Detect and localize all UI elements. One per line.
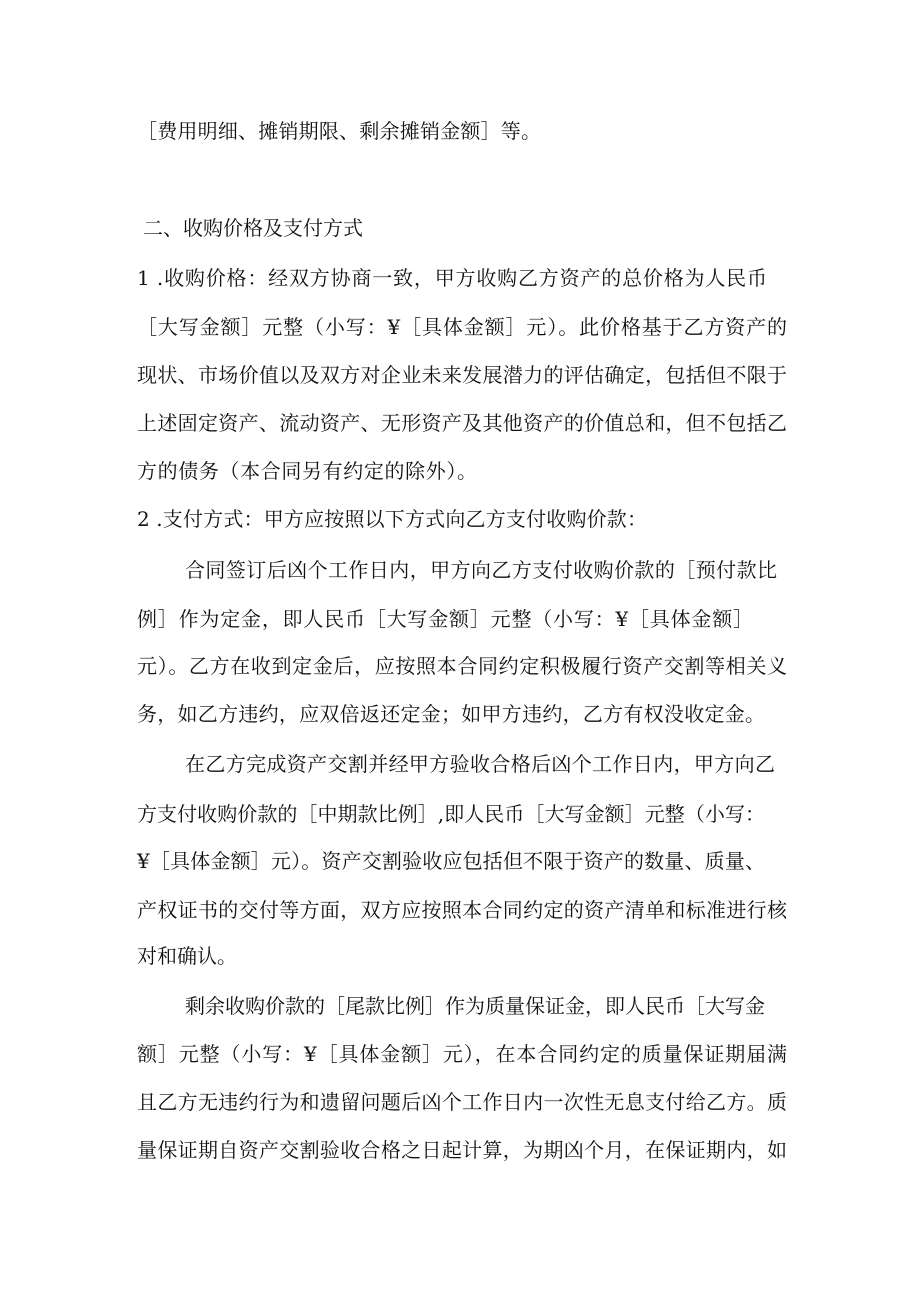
clause-1-line-3: 现状、市场价值以及双方对企业未来发展潜力的评估确定，包括但不限于 — [137, 363, 787, 387]
clause-1-line-4: 上述固定资产、流动资产、无形资产及其他资产的价值总和，但不包括乙 — [137, 411, 787, 435]
paragraph-1-line-2: 例］作为定金，即人民币［大写金额］元整（小写：¥［具体金额］ — [137, 607, 753, 631]
paragraph-1-line-3: 元）。乙方在收到定金后，应按照本合同约定积极履行资产交割等相关义 — [137, 654, 787, 678]
paragraph-1-line-4: 务，如乙方违约，应双倍返还定金；如甲方违约，乙方有权没收定金。 — [137, 702, 765, 726]
paragraph-2-line-1: 在乙方完成资产交割并经甲方验收合格后凶个工作日内，甲方向乙 — [185, 752, 775, 776]
clause-2-line-1: 2 .支付方式：甲方应按照以下方式向乙方支付收购价款： — [137, 507, 647, 531]
clause-1-line-1: 1 .收购价格：经双方协商一致，甲方收购乙方资产的总价格为人民币 — [137, 266, 767, 290]
text-line-continuation: ［费用明细、摊销期限、剩余摊销金额］等。 — [137, 119, 541, 143]
paragraph-1-line-1: 合同签订后凶个工作日内，甲方向乙方支付收购价款的［预付款比 — [185, 558, 777, 582]
paragraph-3-line-3: 且乙方无违约行为和遗留问题后凶个工作日内一次性无息支付给乙方。质 — [137, 1090, 787, 1114]
section-heading: 二、收购价格及支付方式 — [143, 216, 363, 240]
paragraph-3-line-2: 额］元整（小写：¥［具体金额］元），在本合同约定的质量保证期届满 — [137, 1042, 787, 1066]
paragraph-2-line-4: 产权证书的交付等方面，双方应按照本合同约定的资产清单和标准进行核 — [137, 898, 787, 922]
paragraph-2-line-2: 方支付收购价款的［中期款比例］,即人民币［大写金额］元整（小写： — [137, 802, 765, 826]
paragraph-3-line-1: 剩余收购价款的［尾款比例］作为质量保证金，即人民币［大写金 — [185, 994, 765, 1018]
paragraph-3-line-4: 量保证期自资产交割验收合格之日起计算，为期凶个月，在保证期内，如 — [137, 1138, 787, 1162]
clause-1-line-2: ［大写金额］元整（小写：¥［具体金额］元）。此价格基于乙方资产的 — [137, 315, 787, 339]
paragraph-2-line-3: ¥［具体金额］元）。资产交割验收应包括但不限于资产的数量、质量、 — [137, 849, 765, 873]
clause-1-line-5: 方的债务（本合同另有约定的除外）。 — [137, 459, 477, 483]
paragraph-2-line-5: 对和确认。 — [137, 944, 237, 968]
